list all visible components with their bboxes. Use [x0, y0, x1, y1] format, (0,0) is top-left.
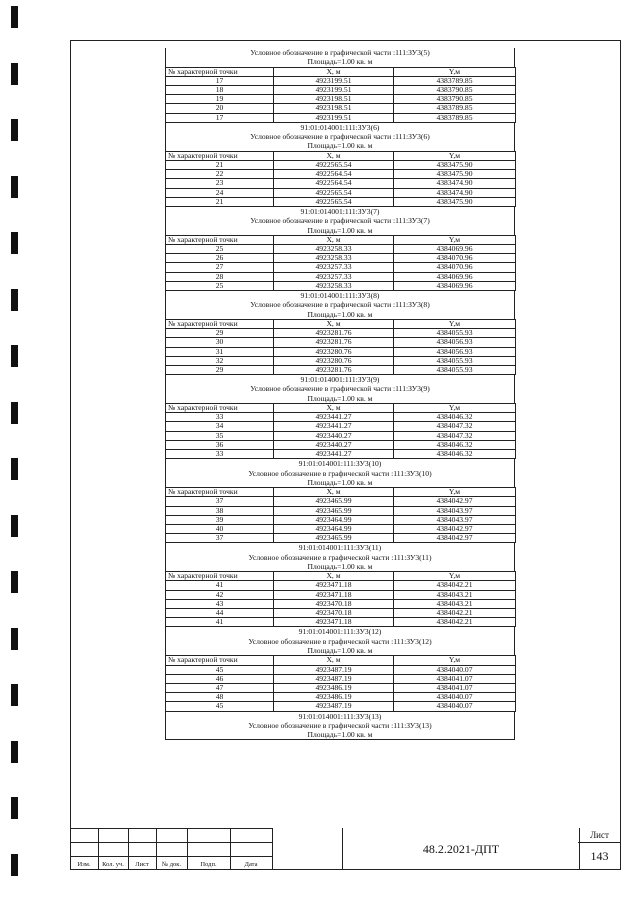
coordinate-section — [165, 291, 515, 375]
x-coordinate-cell: 4922565.54 — [274, 197, 394, 206]
point-number-cell: 47 — [166, 683, 274, 692]
x-coordinate-cell: 4923471.18 — [274, 581, 394, 590]
y-coordinate-cell: 4384042.97 — [394, 497, 516, 506]
point-number-cell: 27 — [166, 263, 274, 272]
point-number-cell: 25 — [166, 245, 274, 254]
y-coordinate-cell: 4384043.97 — [394, 506, 516, 515]
designation-note: Условное обозначение в графической части :111:ЗУ3(5) — [165, 48, 515, 57]
table-row — [166, 422, 516, 431]
x-coordinate-cell: 4923257.33 — [274, 272, 394, 281]
sections-container — [165, 48, 515, 712]
area-note: Площадь=1.00 кв. м — [165, 57, 515, 66]
y-coordinate-cell: 4384046.32 — [394, 450, 516, 459]
designation-note: Условное обозначение в графической части :111:ЗУ3(6) — [165, 132, 515, 141]
x-coordinate-cell: 4923199.51 — [274, 76, 394, 85]
stamp-label-date: Дата — [244, 861, 258, 868]
x-coordinate-cell: 4923257.33 — [274, 263, 394, 272]
point-number-cell: 29 — [166, 329, 274, 338]
table-row — [166, 665, 516, 674]
stamp-label-podp: Подп. — [200, 861, 217, 868]
x-coordinate-cell: 4923470.18 — [274, 609, 394, 618]
stamp-label-doc: № док. — [161, 861, 182, 868]
points-table — [165, 571, 516, 627]
y-coordinate-cell: 4384046.32 — [394, 440, 516, 449]
col-header-point-number: № характерной точки — [166, 488, 274, 497]
table-header-row — [166, 656, 516, 665]
col-header-x: X, м — [274, 67, 394, 76]
sheet-box — [578, 828, 621, 870]
col-header-point-number: № характерной точки — [166, 151, 274, 160]
x-coordinate-cell: 4923198.51 — [274, 104, 394, 113]
y-coordinate-cell: 4384042.21 — [394, 581, 516, 590]
col-header-point-number: № характерной точки — [166, 572, 274, 581]
title-block — [70, 828, 621, 870]
point-number-cell: 20 — [166, 104, 274, 113]
col-header-y: Y,м — [394, 151, 516, 160]
designation-note: Условное обозначение в графической части :111:ЗУ3(11) — [165, 553, 515, 562]
point-number-cell: 31 — [166, 347, 274, 356]
point-number-cell: 21 — [166, 160, 274, 169]
y-coordinate-cell: 4384040.07 — [394, 665, 516, 674]
y-coordinate-cell: 4384042.97 — [394, 534, 516, 543]
y-coordinate-cell: 4383789.85 — [394, 76, 516, 85]
point-number-cell: 25 — [166, 281, 274, 290]
y-coordinate-cell: 4384047.32 — [394, 431, 516, 440]
coordinate-section — [165, 543, 515, 627]
y-coordinate-cell: 4384042.21 — [394, 609, 516, 618]
binder-mark — [11, 119, 18, 141]
coordinate-section — [165, 207, 515, 291]
point-number-cell: 32 — [166, 356, 274, 365]
col-header-x: X, м — [274, 319, 394, 328]
col-header-y: Y,м — [394, 572, 516, 581]
x-coordinate-cell: 4923199.51 — [274, 113, 394, 122]
col-header-x: X, м — [274, 572, 394, 581]
point-number-cell: 46 — [166, 674, 274, 683]
cadastral-number: 91:01:014001:111:ЗУ3(12) — [165, 627, 515, 636]
x-coordinate-cell: 4923440.27 — [274, 440, 394, 449]
area-note: Площадь=1.00 кв. м — [165, 478, 515, 487]
points-table — [165, 487, 516, 543]
area-note: Площадь=1.00 кв. м — [165, 562, 515, 571]
table-row — [166, 113, 516, 122]
binder-mark — [11, 289, 18, 311]
cadastral-number: 91:01:014001:111:ЗУ3(6) — [165, 123, 515, 132]
y-coordinate-cell: 4383474.90 — [394, 179, 516, 188]
point-number-cell: 44 — [166, 609, 274, 618]
title-block-grid — [70, 828, 272, 870]
x-coordinate-cell: 4923441.27 — [274, 422, 394, 431]
x-coordinate-cell: 4923440.27 — [274, 431, 394, 440]
cadastral-number: 91:01:014001:111:ЗУ3(9) — [165, 375, 515, 384]
point-number-cell: 38 — [166, 506, 274, 515]
point-number-cell: 33 — [166, 413, 274, 422]
points-table — [165, 151, 516, 207]
col-header-point-number: № характерной точки — [166, 235, 274, 244]
designation-note: Условное обозначение в графической части :111:ЗУ3(9) — [165, 384, 515, 393]
point-number-cell: 23 — [166, 179, 274, 188]
y-coordinate-cell: 4384041.07 — [394, 674, 516, 683]
point-number-cell: 33 — [166, 450, 274, 459]
grid-line — [272, 828, 273, 870]
point-number-cell: 45 — [166, 665, 274, 674]
x-coordinate-cell: 4923199.51 — [274, 86, 394, 95]
binder-mark — [11, 176, 18, 198]
points-table — [165, 403, 516, 459]
y-coordinate-cell: 4384047.32 — [394, 422, 516, 431]
table-row — [166, 450, 516, 459]
y-coordinate-cell: 4384056.93 — [394, 347, 516, 356]
document-code: 48.2.2021-ДПТ — [342, 828, 580, 870]
x-coordinate-cell: 4922564.54 — [274, 170, 394, 179]
binder-mark — [11, 684, 18, 706]
table-row — [166, 338, 516, 347]
designation-note: Условное обозначение в графической части :111:ЗУ3(10) — [165, 469, 515, 478]
point-number-cell: 37 — [166, 497, 274, 506]
x-coordinate-cell: 4923486.19 — [274, 683, 394, 692]
points-table — [165, 67, 516, 123]
y-coordinate-cell: 4384042.21 — [394, 618, 516, 627]
col-header-point-number: № характерной точки — [166, 319, 274, 328]
point-number-cell: 17 — [166, 113, 274, 122]
point-number-cell: 29 — [166, 365, 274, 374]
designation-note: Условное обозначение в графической части :111:ЗУ3(13) — [165, 721, 515, 730]
stamp-label-list: Лист — [135, 861, 149, 868]
points-table — [165, 235, 516, 291]
y-coordinate-cell: 4384055.93 — [394, 356, 516, 365]
x-coordinate-cell: 4923198.51 — [274, 95, 394, 104]
col-header-point-number: № характерной точки — [166, 404, 274, 413]
table-row — [166, 281, 516, 290]
point-number-cell: 48 — [166, 693, 274, 702]
x-coordinate-cell: 4923280.76 — [274, 347, 394, 356]
y-coordinate-cell: 4384043.21 — [394, 590, 516, 599]
point-number-cell: 41 — [166, 618, 274, 627]
col-header-x: X, м — [274, 235, 394, 244]
x-coordinate-cell: 4923486.19 — [274, 693, 394, 702]
point-number-cell: 40 — [166, 524, 274, 533]
table-row — [166, 431, 516, 440]
y-coordinate-cell: 4384046.32 — [394, 413, 516, 422]
y-coordinate-cell: 4383790.85 — [394, 95, 516, 104]
y-coordinate-cell: 4384040.07 — [394, 702, 516, 711]
area-note: Площадь=1.00 кв. м — [165, 310, 515, 319]
table-row — [166, 702, 516, 711]
sheet-number: 143 — [590, 849, 609, 863]
col-header-y: Y,м — [394, 488, 516, 497]
table-row — [166, 506, 516, 515]
col-header-x: X, м — [274, 488, 394, 497]
point-number-cell: 30 — [166, 338, 274, 347]
cadastral-number: 91:01:014001:111:ЗУ3(10) — [165, 459, 515, 468]
table-row — [166, 272, 516, 281]
y-coordinate-cell: 4384070.96 — [394, 254, 516, 263]
binder-mark — [11, 63, 18, 85]
section-tail — [165, 712, 515, 741]
table-row — [166, 534, 516, 543]
point-number-cell: 24 — [166, 188, 274, 197]
binder-mark — [11, 854, 18, 876]
x-coordinate-cell: 4923441.27 — [274, 413, 394, 422]
table-row — [166, 590, 516, 599]
y-coordinate-cell: 4384055.93 — [394, 329, 516, 338]
point-number-cell: 41 — [166, 581, 274, 590]
point-number-cell: 22 — [166, 170, 274, 179]
x-coordinate-cell: 4923280.76 — [274, 356, 394, 365]
y-coordinate-cell: 4383790.85 — [394, 86, 516, 95]
stamp-label-kol-uch: Кол. уч. — [102, 861, 124, 868]
x-coordinate-cell: 4922565.54 — [274, 160, 394, 169]
col-header-y: Y,м — [394, 235, 516, 244]
y-coordinate-cell: 4383789.85 — [394, 113, 516, 122]
x-coordinate-cell: 4922564.54 — [274, 179, 394, 188]
x-coordinate-cell: 4923471.18 — [274, 618, 394, 627]
point-number-cell: 39 — [166, 515, 274, 524]
x-coordinate-cell: 4923465.99 — [274, 534, 394, 543]
area-note: Площадь=1.00 кв. м — [165, 226, 515, 235]
y-coordinate-cell: 4384069.96 — [394, 281, 516, 290]
table-row — [166, 618, 516, 627]
binder-mark — [11, 571, 18, 593]
x-coordinate-cell: 4923464.99 — [274, 524, 394, 533]
y-coordinate-cell: 4383474.90 — [394, 188, 516, 197]
coordinate-section — [165, 627, 515, 711]
grid-line — [70, 828, 272, 829]
point-number-cell: 19 — [166, 95, 274, 104]
area-note: Площадь=1.00 кв. м — [165, 141, 515, 150]
point-number-cell: 18 — [166, 86, 274, 95]
col-header-y: Y,м — [394, 319, 516, 328]
point-number-cell: 37 — [166, 534, 274, 543]
area-note: Площадь=1.00 кв. м — [165, 394, 515, 403]
coordinate-section — [165, 375, 515, 459]
col-header-y: Y,м — [394, 656, 516, 665]
y-coordinate-cell: 4384041.07 — [394, 683, 516, 692]
x-coordinate-cell: 4923465.99 — [274, 497, 394, 506]
binder-marks — [0, 0, 30, 905]
col-header-x: X, м — [274, 656, 394, 665]
binder-mark — [11, 458, 18, 480]
y-coordinate-cell: 4383475.90 — [394, 160, 516, 169]
area-note: Площадь=1.00 кв. м — [165, 730, 515, 740]
cadastral-number: 91:01:014001:111:ЗУ3(8) — [165, 291, 515, 300]
y-coordinate-cell: 4384040.07 — [394, 693, 516, 702]
table-row — [166, 263, 516, 272]
x-coordinate-cell: 4923487.19 — [274, 665, 394, 674]
y-coordinate-cell: 4384070.96 — [394, 263, 516, 272]
binder-mark — [11, 628, 18, 650]
y-coordinate-cell: 4384069.96 — [394, 272, 516, 281]
stamp-label-izm: Изм. — [77, 861, 91, 868]
x-coordinate-cell: 4923470.18 — [274, 599, 394, 608]
coordinate-section — [165, 123, 515, 207]
x-coordinate-cell: 4923487.19 — [274, 702, 394, 711]
point-number-cell: 28 — [166, 272, 274, 281]
designation-note: Условное обозначение в графической части :111:ЗУ3(12) — [165, 637, 515, 646]
point-number-cell: 17 — [166, 76, 274, 85]
table-row — [166, 104, 516, 113]
x-coordinate-cell: 4923471.18 — [274, 590, 394, 599]
table-row — [166, 497, 516, 506]
point-number-cell: 35 — [166, 431, 274, 440]
x-coordinate-cell: 4923258.33 — [274, 245, 394, 254]
binder-mark — [11, 232, 18, 254]
table-row — [166, 197, 516, 206]
y-coordinate-cell: 4384042.97 — [394, 524, 516, 533]
designation-note: Условное обозначение в графической части :111:ЗУ3(8) — [165, 300, 515, 309]
y-coordinate-cell: 4383789.85 — [394, 104, 516, 113]
table-row — [166, 188, 516, 197]
points-table — [165, 655, 516, 711]
cadastral-number: 91:01:014001:111:ЗУ3(7) — [165, 207, 515, 216]
coordinates-listing — [165, 48, 515, 740]
points-table — [165, 319, 516, 375]
coordinate-section — [165, 459, 515, 543]
binder-mark — [11, 797, 18, 819]
coordinate-section — [165, 48, 515, 123]
x-coordinate-cell: 4923281.76 — [274, 338, 394, 347]
col-header-y: Y,м — [394, 67, 516, 76]
y-coordinate-cell: 4383475.90 — [394, 197, 516, 206]
point-number-cell: 43 — [166, 599, 274, 608]
point-number-cell: 45 — [166, 702, 274, 711]
x-coordinate-cell: 4923281.76 — [274, 329, 394, 338]
x-coordinate-cell: 4923487.19 — [274, 674, 394, 683]
table-row — [166, 179, 516, 188]
x-coordinate-cell: 4923441.27 — [274, 450, 394, 459]
area-note: Площадь=1.00 кв. м — [165, 646, 515, 655]
binder-mark — [11, 345, 18, 367]
y-coordinate-cell: 4384069.96 — [394, 245, 516, 254]
y-coordinate-cell: 4384043.97 — [394, 515, 516, 524]
col-header-y: Y,м — [394, 404, 516, 413]
point-number-cell: 42 — [166, 590, 274, 599]
designation-note: Условное обозначение в графической части :111:ЗУ3(7) — [165, 216, 515, 225]
table-row — [166, 581, 516, 590]
x-coordinate-cell: 4923258.33 — [274, 254, 394, 263]
table-row — [166, 365, 516, 374]
binder-mark — [11, 402, 18, 424]
cadastral-number: 91:01:014001:111:ЗУ3(13) — [165, 712, 515, 721]
col-header-x: X, м — [274, 404, 394, 413]
col-header-point-number: № характерной точки — [166, 656, 274, 665]
table-header-row — [166, 67, 516, 76]
binder-mark — [11, 515, 18, 537]
col-header-x: X, м — [274, 151, 394, 160]
y-coordinate-cell: 4384055.93 — [394, 365, 516, 374]
binder-mark — [11, 741, 18, 763]
sheet-title: Лист — [578, 828, 621, 843]
col-header-point-number: № характерной точки — [166, 67, 274, 76]
x-coordinate-cell: 4923464.99 — [274, 515, 394, 524]
x-coordinate-cell: 4923281.76 — [274, 365, 394, 374]
table-row — [166, 347, 516, 356]
y-coordinate-cell: 4383475.90 — [394, 170, 516, 179]
grid-line — [70, 842, 272, 843]
point-number-cell: 34 — [166, 422, 274, 431]
point-number-cell: 36 — [166, 440, 274, 449]
grid-line — [70, 856, 272, 857]
point-number-cell: 26 — [166, 254, 274, 263]
x-coordinate-cell: 4923465.99 — [274, 506, 394, 515]
binder-mark — [11, 6, 18, 28]
x-coordinate-cell: 4923258.33 — [274, 281, 394, 290]
y-coordinate-cell: 4384043.21 — [394, 599, 516, 608]
x-coordinate-cell: 4922565.54 — [274, 188, 394, 197]
point-number-cell: 21 — [166, 197, 274, 206]
y-coordinate-cell: 4384056.93 — [394, 338, 516, 347]
cadastral-number: 91:01:014001:111:ЗУ3(11) — [165, 543, 515, 552]
